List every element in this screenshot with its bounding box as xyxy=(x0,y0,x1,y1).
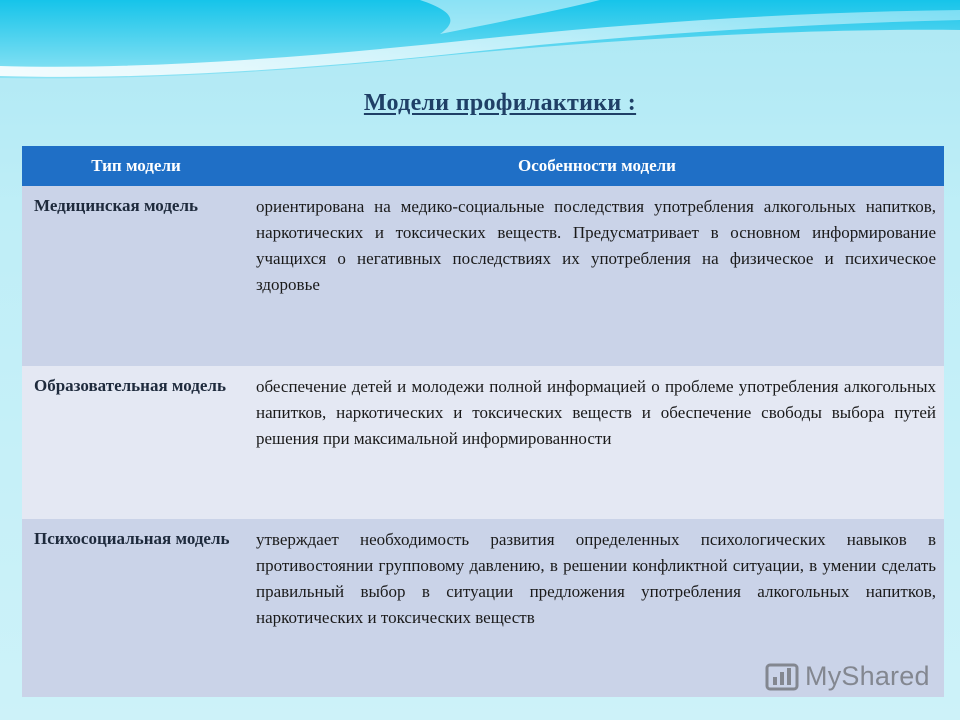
table-header-row xyxy=(22,146,944,186)
column-header-type: Тип модели xyxy=(22,146,250,186)
table-row xyxy=(22,186,944,366)
watermark-text: MyShared xyxy=(805,660,930,691)
model-description-cell: утверждает необходимость развития определенных психологических навыков в противостоянии групповому давлению, в решении конфликтной ситуации, в умении сделать правильный выбор в ситуации предложения употребления алкогольных напитков, наркотических и токсических веществ xyxy=(250,519,944,697)
model-type-cell: Психосоциальная модель xyxy=(22,519,250,697)
page-title: Модели профилактики : xyxy=(363,90,637,116)
column-header-features: Особенности модели xyxy=(250,146,944,186)
model-description-cell: ориентирована на медико-социальные последствия употребления алкогольных напитков, наркотических и токсических веществ. Предусматривает в основном информирование учащихся о негативных последствиях их употребления на физическое и психическое здоровье xyxy=(250,186,944,366)
watermark-logo xyxy=(765,656,930,696)
model-description-cell: обеспечение детей и молодежи полной информацией о проблеме употребления алкогольных напитков, наркотических и токсических веществ и обеспечение свободы выбора путей решения при максимальной информированности xyxy=(250,366,944,519)
model-type-cell: Образовательная модель xyxy=(22,366,250,519)
model-type-cell: Медицинская модель xyxy=(22,186,250,366)
bar-chart-icon xyxy=(765,659,799,693)
table-row xyxy=(22,366,944,519)
prevention-models-table xyxy=(22,146,944,697)
